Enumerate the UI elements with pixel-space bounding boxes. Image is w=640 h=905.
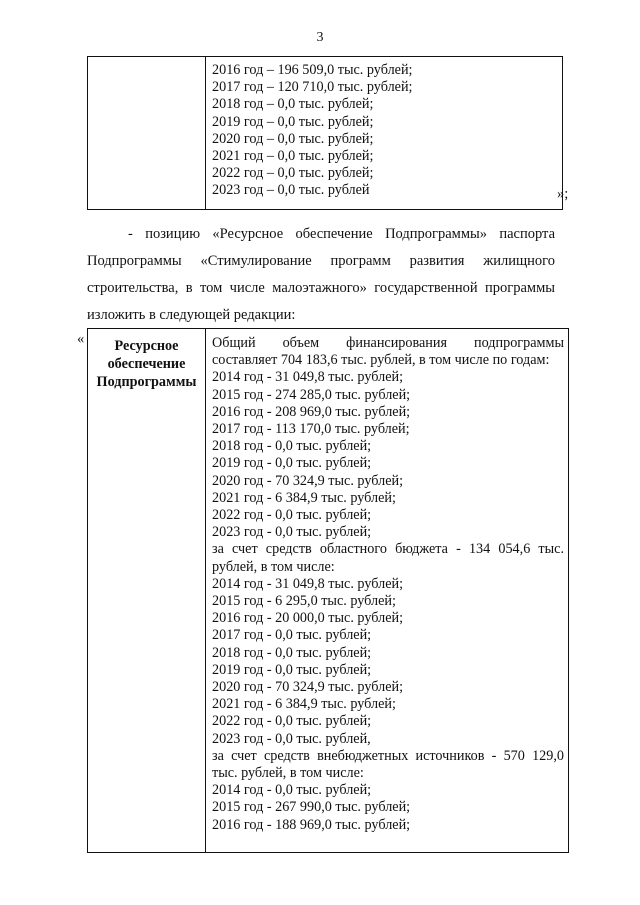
content-line: 2018 год - 0,0 тыс. рублей; [212,644,372,661]
content-line: 2014 год - 0,0 тыс. рублей; [212,782,372,799]
content-line: 2017 год - 0,0 тыс. рублей; [212,627,372,644]
content-line: 2015 год - 267 990,0 тыс. рублей; [212,799,411,816]
content-line: 2021 год - 6 384,9 тыс. рублей; [212,489,396,506]
content-line: 2020 год - 70 324,9 тыс. рублей; [212,679,404,696]
funding-years-cell [206,57,563,210]
paragraph-line: строительства, в том числе малоэтажного» государственной программы [87,280,555,296]
content-line: 2015 год - 6 295,0 тыс. рублей; [212,593,396,610]
content-line: тыс. рублей, в том числе: [212,765,364,782]
content-line: 2016 год - 188 969,0 тыс. рублей; [212,816,411,833]
resource-provision-header [88,329,206,853]
funding-line: 2018 год – 0,0 тыс. рублей; [212,96,374,113]
content-line: 2021 год - 6 384,9 тыс. рублей; [212,696,396,713]
resource-provision-table [87,328,569,853]
resource-provision-content [206,329,569,853]
amendment-paragraph [87,221,555,329]
opening-quote: « [77,331,85,347]
paragraph-line: изложить в следующей редакции: [87,307,296,323]
content-line: 2022 год - 0,0 тыс. рублей; [212,507,372,524]
funding-line: 2021 год – 0,0 тыс. рублей; [212,148,374,165]
paragraph-line: - позицию «Ресурсное обеспечение Подпрограммы» паспорта [128,226,555,242]
content-line: составляет 704 183,6 тыс. рублей, в том числе по годам: [212,352,550,369]
content-line: 2016 год - 208 969,0 тыс. рублей; [212,403,411,420]
funding-line: 2022 год – 0,0 тыс. рублей; [212,165,374,182]
funding-line: 2019 год – 0,0 тыс. рублей; [212,113,374,130]
content-line: 2020 год - 70 324,9 тыс. рублей; [212,472,404,489]
funding-line: 2023 год – 0,0 тыс. рублей [212,182,370,199]
closing-quote: »; [557,186,569,202]
content-line: 2023 год - 0,0 тыс. рублей, [212,730,371,747]
header-line: Подпрограммы [96,374,197,390]
content-line: 2016 год - 20 000,0 тыс. рублей; [212,610,404,627]
content-line: 2018 год - 0,0 тыс. рублей; [212,438,372,455]
header-line: Ресурсное [114,338,179,354]
content-line: 2017 год - 113 170,0 тыс. рублей; [212,421,410,438]
content-line: рублей, в том числе: [212,558,335,575]
content-line: 2019 год - 0,0 тыс. рублей; [212,661,372,678]
funding-line: 2020 год – 0,0 тыс. рублей; [212,130,374,147]
content-line: 2015 год - 274 285,0 тыс. рублей; [212,386,411,403]
content-line: 2022 год - 0,0 тыс. рублей; [212,713,372,730]
content-line: 2023 год - 0,0 тыс. рублей; [212,524,372,541]
paragraph-line: Подпрограммы «Стимулирование программ развития жилищного [87,253,555,269]
funding-line: 2017 год – 120 710,0 тыс. рублей; [212,79,413,96]
content-line: за счет средств внебюджетных источников - 570 129,0 [212,747,564,764]
page-number: 3 [316,30,324,45]
content-line: 2014 год - 31 049,8 тыс. рублей; [212,369,404,386]
content-line: за счет средств областного бюджета - 134 054,6 тыс. [212,541,564,558]
funding-table-continued [87,56,563,210]
header-line: обеспечение [107,356,186,372]
empty-cell [88,57,206,210]
content-line: 2019 год - 0,0 тыс. рублей; [212,455,372,472]
funding-line: 2016 год – 196 509,0 тыс. рублей; [212,62,413,78]
content-line: Общий объем финансирования подпрограммы [212,335,564,351]
content-line: 2014 год - 31 049,8 тыс. рублей; [212,575,404,592]
